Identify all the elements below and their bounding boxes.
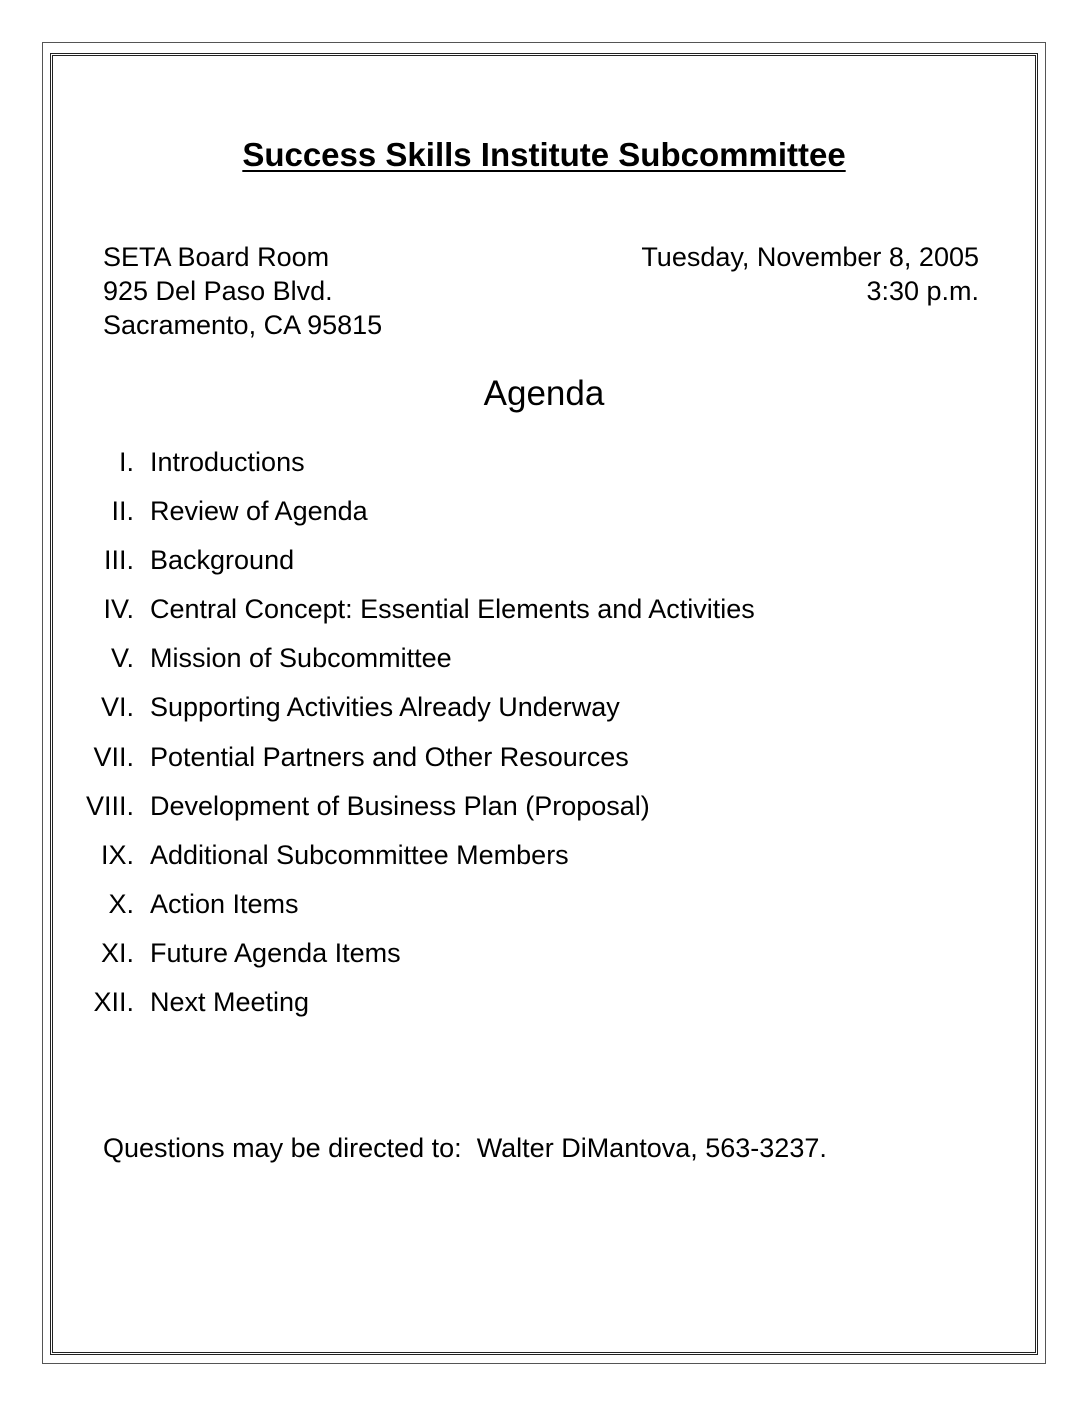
agenda-item-number: IV. xyxy=(103,594,134,625)
agenda-item-number: VII. xyxy=(93,741,134,772)
agenda-item-number: XI. xyxy=(100,937,134,968)
agenda-item-text: Supporting Activities Already Underway xyxy=(150,692,620,723)
agenda-item-text: Additional Subcommittee Members xyxy=(150,839,569,870)
agenda-item-text: Development of Business Plan (Proposal) xyxy=(150,790,650,821)
agenda-item-text: Future Agenda Items xyxy=(150,937,401,968)
agenda-item-text: Potential Partners and Other Resources xyxy=(150,741,629,772)
document-title: Success Skills Institute Subcommittee xyxy=(242,136,846,173)
agenda-item-number: II. xyxy=(111,496,134,527)
agenda-item-number: XII. xyxy=(93,987,134,1018)
agenda-item-text: Central Concept: Essential Elements and Activities xyxy=(150,594,755,625)
meeting-date: Tuesday, November 8, 2005 xyxy=(641,242,979,272)
contact-note: Questions may be directed to: Walter DiMantova, 563-3237. xyxy=(103,1133,827,1163)
location-street: 925 Del Paso Blvd. xyxy=(103,276,333,306)
agenda-item-number: X. xyxy=(108,888,134,919)
agenda-item-text: Introductions xyxy=(150,447,305,477)
agenda-item-number: IX. xyxy=(100,839,134,870)
location-room: SETA Board Room xyxy=(103,242,330,272)
location-city: Sacramento, CA 95815 xyxy=(103,310,383,340)
agenda-item-text: Mission of Subcommittee xyxy=(150,643,452,674)
agenda-item-number: I. xyxy=(118,447,134,477)
agenda-item-text: Background xyxy=(150,545,295,576)
meeting-schedule xyxy=(641,240,979,308)
agenda-item-number: V. xyxy=(110,643,134,674)
agenda-heading: Agenda xyxy=(483,374,605,413)
agenda-item-text: Next Meeting xyxy=(150,987,310,1018)
agenda-item-text: Review of Agenda xyxy=(150,496,368,527)
meeting-time: 3:30 p.m. xyxy=(866,276,979,306)
agenda-item-number: VIII. xyxy=(85,790,134,821)
agenda-item-number: III. xyxy=(103,545,134,576)
meeting-location xyxy=(103,240,382,342)
agenda-item-text: Action Items xyxy=(150,888,299,919)
agenda-item-number: VI. xyxy=(100,692,134,723)
